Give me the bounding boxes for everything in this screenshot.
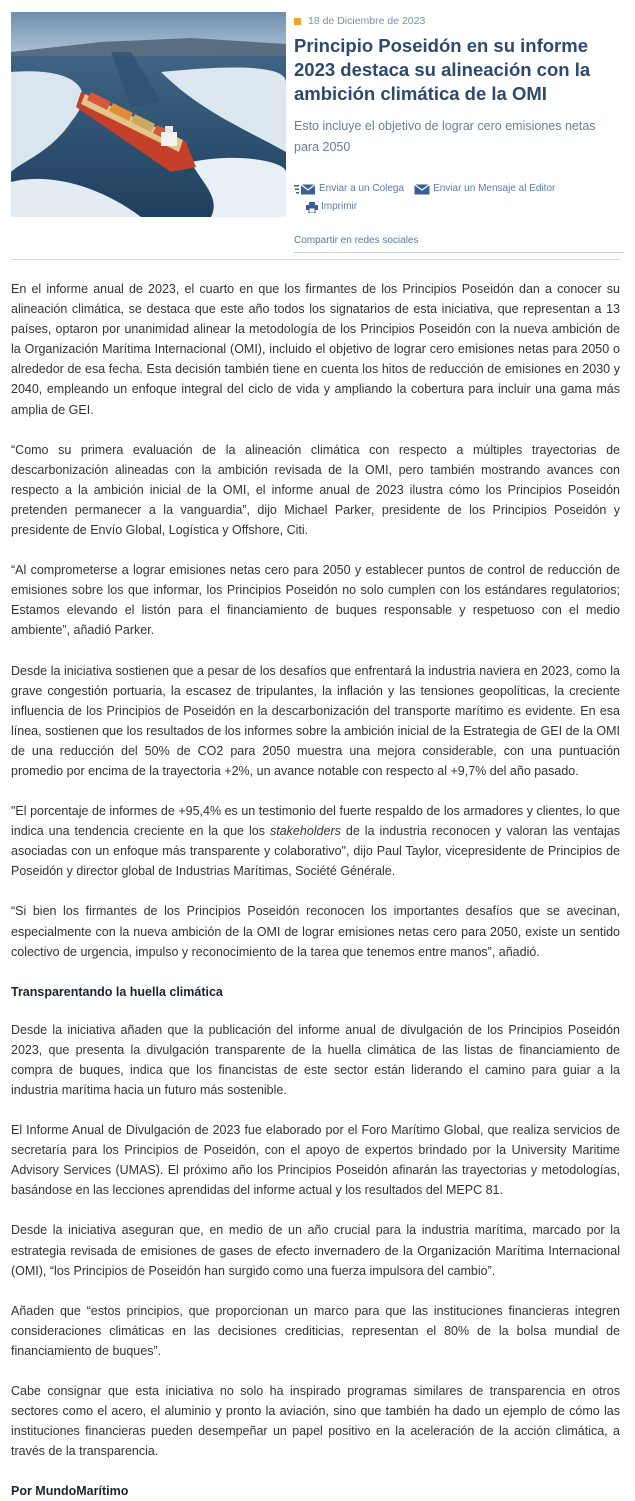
quote-part-after: de la industria reconocen y valoran las ventajas asociadas con un enfoque más transparente y colaborativo", dijo Paul Taylor, vicepresidente de Principios de Poseidón y director global de Industrias Marítimas, Société Générale. (11, 824, 620, 879)
paragraph-11: Cabe consignar que esta iniciativa no solo ha inspirado programas similares de transparencia en otros sectores como el acero, el aluminio y pronto la aviación, sino que también ha dado un ejemplo de cómo las instituciones financieras pueden desempeñar un papel positivo en la aceleración de la acción climática, a través de la transparencia. (11, 1384, 620, 1459)
paragraph-6: “Si bien los firmantes de los Principios Poseidón reconocen los importantes desafíos que se avecinan, especialmente con la nueva ambición de la OMI de lograr emisiones netas cero para 2050, existe un sentido colectivo de urgencia, impulso y reconocimiento de la tarea que tenemos entre manos”, añadió. (11, 904, 620, 959)
paragraph-2: “Como su primera evaluación de la alineación climática con respecto a múltiples trayectorias de descarbonización alineadas con la ambición revisada de la OMI, pero también mostrando avances con respecto a la ambición inicial de la OMI, el informe anual de 2023 ilustra cómo los Principios Poseidón pretenden permanecer a la vanguardia”, dijo Michael Parker, presidente de los Principios Poseidón y presidente de Envío Global, Logística y Offshore, Citi. (11, 442, 620, 538)
stakeholders-emphasis: stakeholders (270, 824, 341, 839)
paragraph-10: Añaden que “estos principios, que proporcionan un marco para que las instituciones financieras integren consideraciones climáticas en las decisiones crediticias, representan el 80% de la bolsa mundial de financiamiento de buques”. (11, 1303, 620, 1358)
printer-icon (306, 202, 318, 213)
paragraph-1: En el informe anual de 2023, el cuarto en que los firmantes de los Principios Poseidón dan a conocer su alineación climática, se destaca que este año todos los signatarios de esta iniciativa, que representan a 13 países, optaron por unanimidad alinear la metodología de los Principios Poseidón con la nueva ambición de la Organización Marítima Internacional (OMI), incluido el objetivo de lograr cero emisiones netas para 2050 o alrededor de esa fecha. Esta decisión también tiene en cuenta los hitos de reducción de emisiones en 2030 y 2040, empleando un enfoque integral del ciclo de vida y ampliando la cobertura para incluir una gama más amplia de GEI. (11, 282, 620, 417)
paragraph-9: Desde la iniciativa aseguran que, en medio de un año crucial para la industria marítima, marcado por la estrategia revisada de emisiones de gases de efecto invernadero de la Organización Marítima Internacional (OMI), “los Principios de Poseidón han surgido como una fuerza impulsora del cambio”. (11, 1223, 620, 1278)
paragraph-3: “Al comprometerse a lograr emisiones netas cero para 2050 y establecer puntos de control de reducción de emisiones sobre los que informar, los Principios Poseidón no solo cumplen con los estándares regulatorios; Estamos elevando el listón para el financiamiento de buques responsable y respetuoso con el medio ambiente”, añadió Parker. (11, 563, 620, 638)
paragraph-5 (11, 801, 620, 881)
article-subtitle: Esto incluye el objetivo de lograr cero emisiones netas para 2050 (294, 119, 596, 154)
article-body (11, 279, 620, 1501)
date-marker-icon (294, 18, 301, 25)
article-date: 18 de Diciembre de 2023 (308, 15, 426, 27)
share-social-link[interactable]: Compartir en redes sociales (294, 235, 419, 246)
byline: Por MundoMarítimo (11, 1484, 129, 1499)
share-section (294, 230, 624, 253)
article-title: Principio Poseidón en su informe 2023 destaca su alineación con la ambición climática de la OMI (294, 35, 591, 104)
quote-part-before: "El porcentaje de informes de +95,4% es un testimonio del fuerte respaldo de los armadores y clientes, lo que indica una tendencia creciente en la que los (11, 804, 620, 839)
send-to-colleague-link[interactable] (294, 180, 404, 198)
send-to-editor-link[interactable] (414, 180, 555, 198)
send-to-colleague-label: Enviar a un Colega (319, 183, 405, 194)
send-to-editor-label: Enviar un Mensaje al Editor (433, 183, 556, 194)
article-meta (294, 14, 624, 253)
envelope-icon (414, 184, 430, 195)
hero-image (11, 12, 286, 217)
container-ship-photo (11, 12, 286, 217)
date-row (294, 14, 624, 28)
paragraph-8: El Informe Anual de Divulgación de 2023 fue elaborado por el Foro Marítimo Global, que realiza servicios de secretaría para los Principios de Poseidón, con el apoyo de expertos brindado por la University Maritime Advisory Services (UMAS). El próximo año los Principios Poseidón afinarán las trayectorias y metodologías, basándose en las lecciones aprendidas del informe actual y los resultados del MEPC 81. (11, 1123, 620, 1198)
print-link[interactable] (306, 198, 357, 216)
paragraph-7: Desde la iniciativa añaden que la publicación del informe anual de divulgación de los Principios Poseidón 2023, que presenta la divulgación transparente de la huella climática de las listas de financiamiento de compra de buques, indica que los financistas de este sector están liderando el camino para guiar a la industria marítima hacia un futuro más sostenible. (11, 1022, 620, 1097)
article-actions (294, 180, 624, 216)
section-heading: Transparentando la huella climática (11, 984, 223, 999)
paragraph-4: Desde la iniciativa sostienen que a pesar de los desafíos que enfrentará la industria naviera en 2023, como la grave congestión portuaria, la escasez de tripulantes, la inflación y las tensiones geopolíticas, la creciente influencia de los Principios de Poseidón en la descarbonización del transporte marítimo es evidente. En esa línea, sostienen que los resultados de los informes sobre la ambición inicial de la Estrategia de GEI de la OMI de una reducción del 50% de CO2 para 2050 muestra una mejora considerable, con una puntuación promedio por encima de la trayectoria +2%, un avance notable con respecto al +9,7% del año pasado. (11, 663, 620, 778)
envelope-list-icon (294, 184, 316, 195)
print-label: Imprimir (321, 201, 358, 212)
header-divider (11, 259, 620, 260)
